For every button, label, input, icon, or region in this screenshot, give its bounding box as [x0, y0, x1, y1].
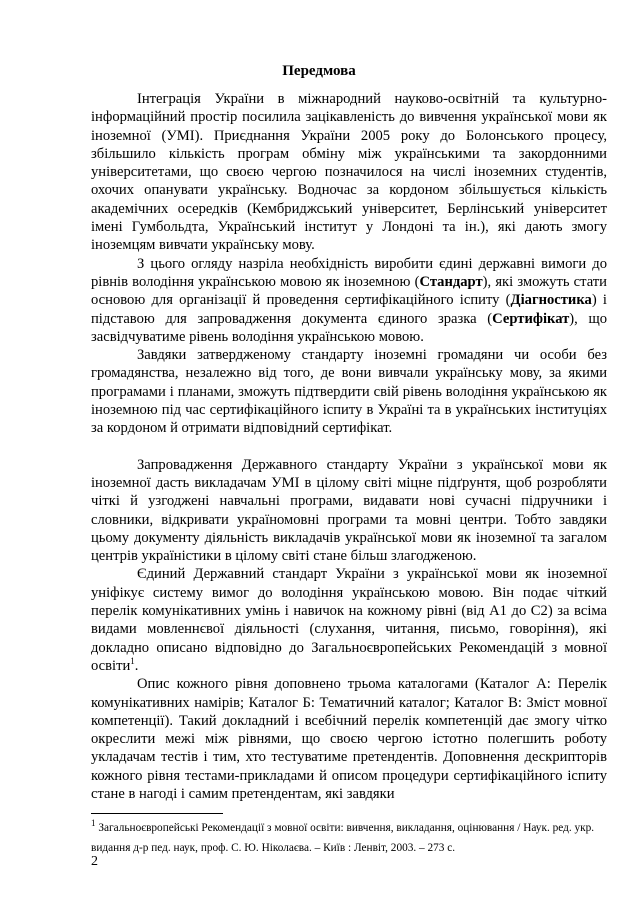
- text-run: Завдяки затвердженому стандарту іноземні громадяни чи особи без громадянства, незалежно від того, де вони вивчали українську мову, за якими програмами і планами, зможуть підтвердити свій рівень володіння українською як іноземною під час сертифікаційного іспиту в Україні та в українських інституціях за кордоном й отримати відповідний сертифікат.: [91, 347, 607, 437]
- paragraph: [91, 456, 607, 566]
- bold-term: Діагностика: [510, 292, 592, 309]
- footnote: [91, 818, 611, 858]
- paragraph: [91, 675, 607, 803]
- text-run: ) і підставою для запровадження документа єдиного зразка (: [91, 292, 607, 327]
- paragraph: [91, 346, 607, 437]
- text-run: Єдиний Державний стандарт України з української мови як іноземної уніфікує систему вимог до володіння українською мовою. Він подає чіткий перелік комунікативних умінь і навичок на кожному рівні (від А1 до С2) за всіма видами мовленнєвої діяльності (слухання, читання, письмо, говоріння), які докладно описано відповідно до Загальноєвропейських Рекомендацій з мовної освіти: [91, 566, 607, 674]
- paragraph: [91, 90, 607, 255]
- bold-term: Сертифікат: [492, 310, 570, 327]
- text-run: ), які зможуть стати основою для організації й проведення сертифікаційного іспиту (: [91, 273, 607, 309]
- text-run: .: [134, 657, 139, 674]
- page-title: Передмова: [282, 63, 356, 79]
- main-text: [91, 90, 607, 803]
- footnote-divider: [91, 813, 223, 814]
- footnote-text: Загальноєвропейські Рекомендації з мовної освіти: вивчення, викладання, оцінювання / Наук. ред. укр. видання д-р пед. наук, проф. С. Ю. Ніколаєва. – Київ : Ленвіт, 2003. – 273 с.: [91, 822, 595, 854]
- footnote-ref: 1: [130, 656, 135, 667]
- bold-term: Стандарт: [419, 273, 483, 290]
- text-run: ), що засвідчуватиме рівень володіння українською мовою.: [91, 310, 607, 345]
- text-run: Інтеграція України в міжнародний науково-освітній та культурно-інформаційний простір посилила зацікавленість до вивчення української мови як іноземної (УМІ). Приєднання України 2005 року до Болонського процесу, збільшило кількість програм обміну між українськими та закордонними університетами, що своєю чергою позначилося на числі іноземних студентів, охочих опанувати українську. Водночас за кордоном збільшується кількість академічних осередків (Кембриджський університет, Берлінський університет імені Гумбольдта, Український інститут у Лондоні та ін.), які дають змогу іноземцям вивчати українську мову.: [91, 91, 607, 254]
- text-run: Опис кожного рівня доповнено трьома каталогами (Каталог А: Перелік комунікативних намірів; Каталог Б: Тематичний каталог; Каталог В: Зміст мовної компетенції). Такий докладний і всебічний перелік компетенцій дає змогу чітко окреслити межі між рівнями, що своєю чергою істотно полегшить роботу укладачам тестів і тим, хто тестуватиме претендентів. Доповнення дескрипторів кожного рівня тестами-прикладами й описом процедури сертифікаційного іспиту стане в нагоді і самим претендентам, які завдяки: [91, 676, 607, 802]
- text-run: З цього огляду назріла необхідність виробити єдині державні вимоги до рівнів володіння українською мовою як іноземною (: [91, 255, 607, 290]
- footnote-marker: 1: [91, 818, 96, 829]
- paragraph: [91, 255, 607, 346]
- text-run: Запровадження Державного стандарту України з української мови як іноземної дасть викладачам УМІ в цілому світі міцне підґрунтя, щоб розробляти чіткі й узгоджені навчальні програми, видавати нові сучасні підручники і словники, відкривати україномовні програми та мовні центри. Тобто завдяки цьому документу діяльність викладачів української мови як іноземної та загалом центрів україністики в цілому світі стане більш злагодженою.: [91, 456, 607, 565]
- page-number: 2: [91, 854, 98, 869]
- paragraph: [91, 565, 607, 675]
- paragraph-gap: [91, 438, 607, 456]
